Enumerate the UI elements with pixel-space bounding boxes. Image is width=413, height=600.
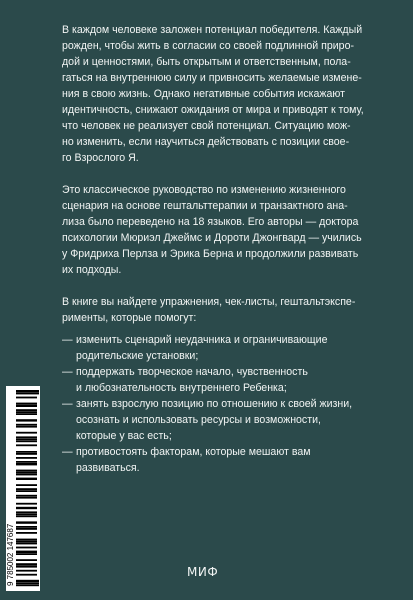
barcode-bar	[16, 580, 39, 582]
barcode-bar	[16, 547, 37, 549]
barcode-bar	[16, 419, 37, 421]
barcode-bar	[16, 574, 37, 576]
list-dash: —	[62, 366, 73, 378]
barcode-bar	[16, 507, 37, 509]
text-line: противостоять факторам, которые мешают вам	[76, 446, 311, 458]
barcode-bar	[16, 451, 37, 453]
barcode-bar	[16, 432, 37, 434]
text-line: которые у вас есть;	[76, 430, 172, 442]
barcode-bar	[16, 521, 37, 523]
text-line: сценария на основе гештальттерапии и транзактного ана-	[62, 200, 348, 212]
benefits-list	[62, 332, 362, 476]
text-line: их подходы.	[62, 264, 122, 276]
list-dash: —	[62, 398, 73, 410]
barcode-bar	[16, 461, 37, 463]
barcode-bar	[16, 584, 39, 586]
barcode-bar	[16, 565, 37, 567]
barcode-bar	[16, 513, 37, 515]
barcode-bar	[16, 559, 37, 561]
barcode-bar	[16, 532, 37, 534]
text-line: В книге вы найдете упражнения, чек-листы, гештальтэкспе-	[62, 296, 356, 308]
barcode-bar	[16, 397, 37, 399]
barcode-bar	[16, 495, 37, 497]
barcode-bar	[16, 390, 39, 392]
publisher-logo: МИФ	[187, 565, 219, 579]
isbn-barcode	[6, 386, 40, 591]
text-line: развиваться.	[76, 462, 140, 474]
text-line: у Фридриха Перлза и Эрика Берна и продолжили развивать	[62, 248, 359, 260]
barcode-bar	[16, 470, 37, 472]
barcode-graphic	[6, 386, 40, 591]
barcode-bar	[16, 424, 37, 426]
paragraph-contents-intro	[62, 294, 362, 326]
paragraph-intro	[62, 22, 362, 166]
barcode-bar	[16, 539, 37, 541]
barcode-bar	[16, 438, 37, 440]
text-line: занять взрослую позицию по отношению к своей жизни,	[76, 398, 353, 410]
barcode-bar	[16, 582, 39, 584]
text-line: осознать и использовать ресурсы и возможности,	[76, 414, 321, 426]
barcode-bar	[16, 444, 37, 446]
barcode-bar	[16, 503, 37, 505]
list-item	[62, 332, 362, 364]
list-item	[62, 444, 362, 476]
barcode-bar	[16, 457, 37, 459]
text-line: что человек не реализует свой потенциал. Ситуацию мож-	[62, 120, 351, 132]
barcode-bar	[16, 409, 37, 411]
text-line: дой и ценностями, быть открытым и ответственным, пола-	[62, 56, 351, 68]
list-item-text	[76, 332, 327, 364]
text-line: изменить сценарий неудачника и ограничивающие	[76, 334, 328, 346]
barcode-bar	[16, 484, 37, 486]
list-item-text	[76, 396, 352, 444]
barcode-bar	[16, 411, 37, 413]
text-line: Это классическое руководство по изменению жизненного	[62, 184, 346, 196]
text-line: идентичность, снижают ожидания от мира и приводят к тому,	[62, 104, 364, 116]
barcode-bar	[16, 403, 37, 405]
barcode-bar	[16, 472, 37, 474]
barcode-bar	[16, 541, 37, 543]
text-line: рименты, которые помогут:	[62, 312, 197, 324]
barcode-bar	[16, 553, 37, 555]
barcode-bar	[16, 436, 37, 438]
barcode-bar	[16, 543, 37, 545]
barcode-bar	[16, 511, 37, 513]
barcode-bar	[16, 413, 37, 415]
barcode-bar	[16, 474, 37, 476]
text-line: поддержать творческое начало, чувственность	[76, 366, 308, 378]
text-line: и любознательность внутреннего Ребенка;	[76, 382, 287, 394]
barcode-bar	[16, 490, 37, 492]
text-line: психологии Мюриэл Джеймс и Дороти Джонгвард — учились	[62, 232, 362, 244]
text-line: но изменить, если научиться действовать с позиции свое-	[62, 136, 350, 148]
barcode-bar	[16, 426, 37, 428]
barcode-bar	[16, 405, 37, 407]
barcode-bar	[16, 570, 37, 572]
list-dash: —	[62, 334, 73, 346]
text-line: лиза было переведено на 18 языков. Его авторы — доктора	[62, 216, 359, 228]
barcode-bar	[16, 453, 37, 455]
barcode-bar	[16, 488, 37, 490]
list-item-text	[76, 364, 308, 396]
barcode-bar	[16, 497, 37, 499]
barcode-bar	[16, 528, 37, 530]
text-line: В каждом человеке заложен потенциал победителя. Каждый	[62, 24, 363, 36]
text-line: родительские установки;	[76, 350, 199, 362]
annotation-text	[62, 22, 362, 476]
barcode-bar	[16, 478, 37, 480]
barcode-bar	[16, 463, 37, 465]
text-line: ния в свою жизнь. Однако негативные события искажают	[62, 88, 345, 100]
barcode-bar	[16, 526, 37, 528]
barcode-bar	[16, 393, 39, 395]
text-line: го Взрослого Я.	[62, 152, 139, 164]
text-line: гаться на внутреннюю силу и привносить желаемые измене-	[62, 72, 362, 84]
list-dash: —	[62, 446, 73, 458]
barcode-number: 9 785002 147687	[6, 523, 15, 586]
paragraph-about-book	[62, 182, 362, 278]
barcode-bar	[16, 515, 37, 517]
barcode-bar	[16, 440, 37, 442]
text-line: рожден, чтобы жить в согласии со своей подлинной приро-	[62, 40, 354, 52]
barcode-bar	[16, 563, 37, 565]
list-item	[62, 396, 362, 444]
barcode-bar	[16, 551, 37, 553]
list-item-text	[76, 444, 311, 476]
list-item	[62, 364, 362, 396]
